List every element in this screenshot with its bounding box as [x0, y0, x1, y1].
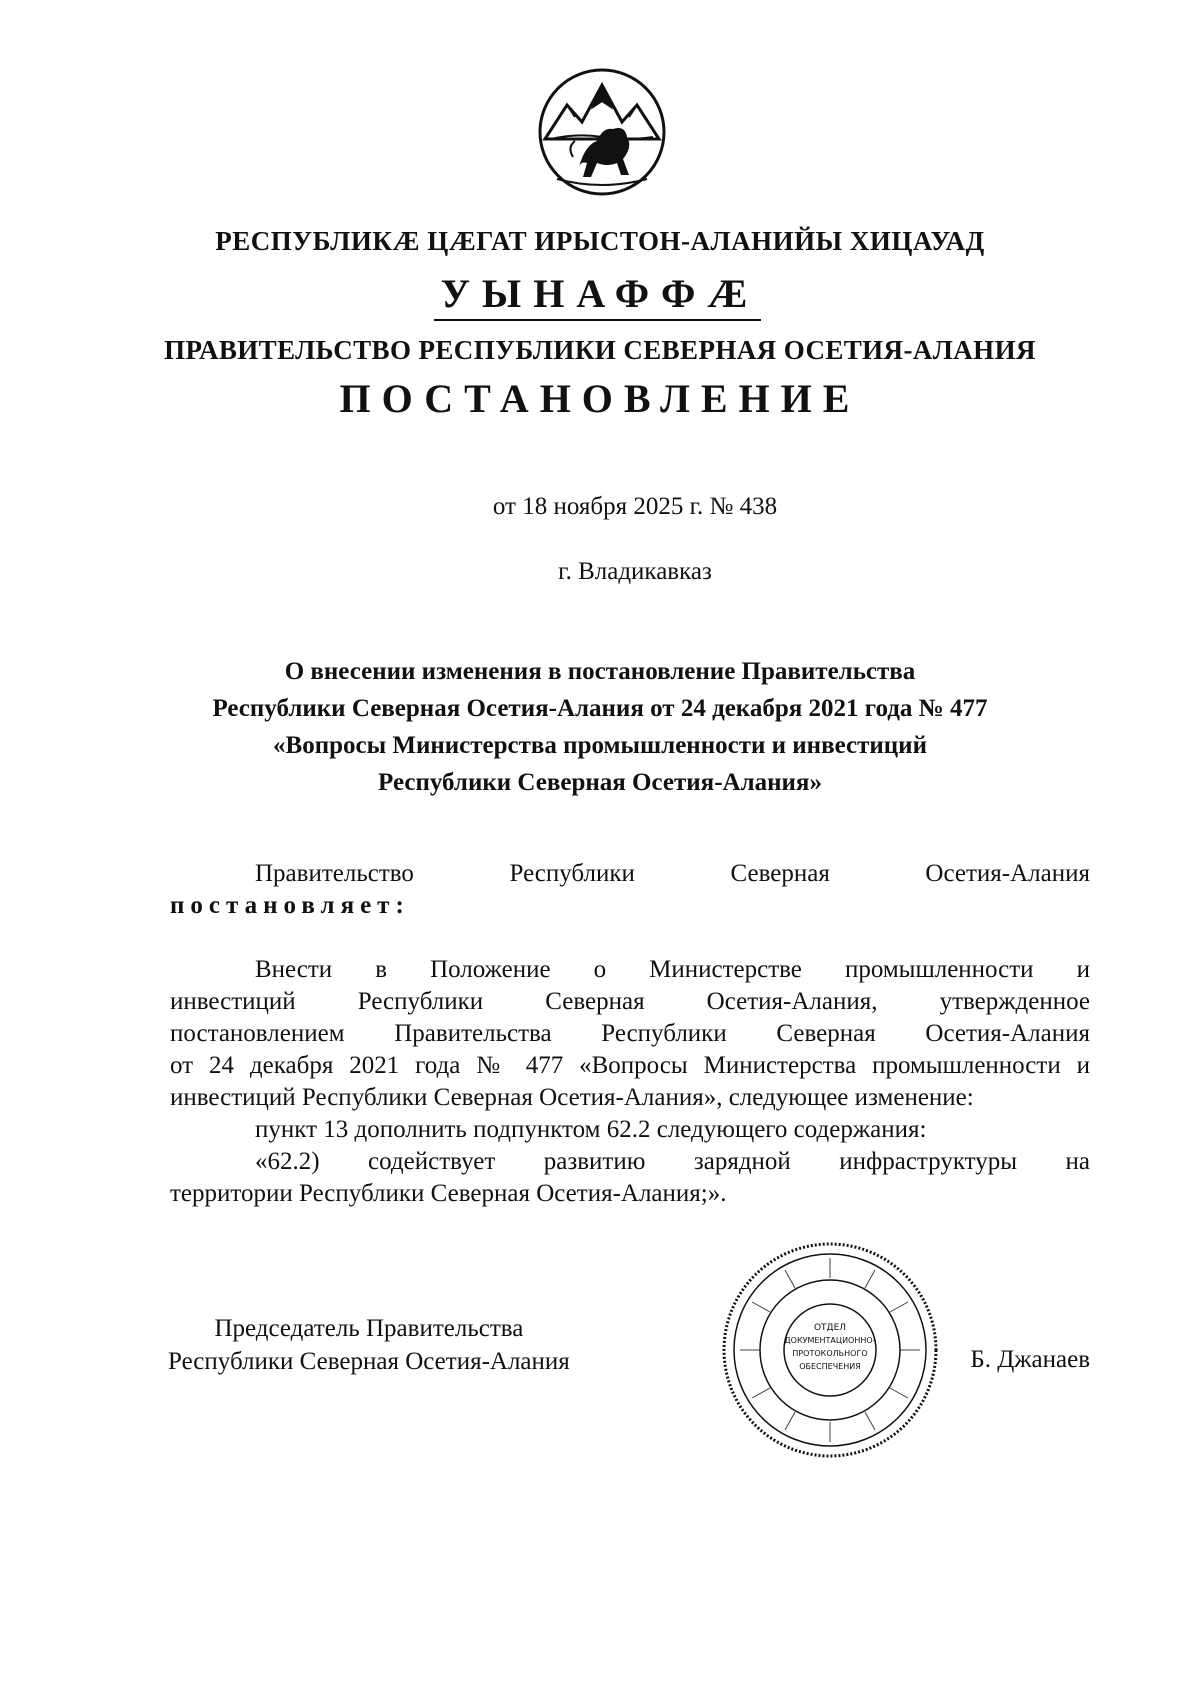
- body-line: Внести в Положение о Министерстве промышленности и: [255, 956, 1090, 983]
- subject-line: Республики Северная Осетия-Алания»: [378, 769, 822, 796]
- stamp-text: ОБЕСПЕЧЕНИЯ: [799, 1362, 861, 1371]
- stamp-text: ПРОТОКОЛЬНОГО: [792, 1349, 868, 1358]
- decree-date-number: от 18 ноября 2025 г. № 438: [492, 493, 778, 520]
- stamp-text: ДОКУМЕНТАЦИОННО-: [784, 1336, 876, 1345]
- body-line: пункт 13 дополнить подпунктом 62.2 следующего содержания:: [255, 1116, 927, 1143]
- position-line: Председатель Правительства: [214, 1315, 524, 1342]
- stamp-text: ОТДЕЛ: [813, 1323, 847, 1333]
- position-line: Республики Северная Осетия-Алания: [168, 1348, 570, 1375]
- body-line: территории Республики Северная Осетия-Алания;».: [170, 1180, 727, 1207]
- signatory-position: [168, 1312, 570, 1378]
- body-line: постановлением Правительства Республики Северная Осетия-Алания: [170, 1020, 1090, 1047]
- official-stamp: [720, 1240, 940, 1460]
- body-line: «62.2) содействует развитию зарядной инфраструктуры на: [255, 1148, 1090, 1175]
- russian-government-heading: ПРАВИТЕЛЬСТВО РЕСПУБЛИКИ СЕВЕРНАЯ ОСЕТИЯ-АЛАНИЯ: [164, 335, 1036, 365]
- body-line: инвестиций Республики Северная Осетия-Алания, утвержденное: [170, 988, 1090, 1015]
- preamble: [170, 858, 1090, 922]
- signatory-name: Б. Джанаев: [970, 1346, 1090, 1373]
- ossetian-decree-heading: УЫНАФФÆ: [440, 271, 760, 316]
- resolves-word: постановляет:: [170, 892, 410, 919]
- decree-city: г. Владикавказ: [558, 558, 712, 585]
- header-divider: [434, 319, 761, 321]
- subject-line: О внесении изменения в постановление Правительства: [284, 658, 916, 685]
- russian-decree-heading: ПОСТАНОВЛЕНИЕ: [339, 376, 861, 421]
- decree-subject: [0, 653, 1200, 801]
- body-line: от 24 декабря 2021 года № 477 «Вопросы Министерства промышленности и: [170, 1052, 1090, 1079]
- subject-line: Республики Северная Осетия-Алания от 24 декабря 2021 года № 477: [212, 695, 988, 722]
- ossetian-government-heading: РЕСПУБЛИКÆ ЦÆГАТ ИРЫСТОН-АЛАНИЙЫ ХИЦАУАД: [215, 226, 985, 256]
- decree-body: [170, 954, 1090, 1210]
- preamble-line: Правительство Республики Северная Осетия-Алания: [255, 860, 1090, 887]
- coat-of-arms-emblem: [537, 67, 667, 197]
- subject-line: «Вопросы Министерства промышленности и инвестиций: [273, 732, 927, 759]
- body-line: инвестиций Республики Северная Осетия-Алания», следующее изменение:: [170, 1084, 974, 1111]
